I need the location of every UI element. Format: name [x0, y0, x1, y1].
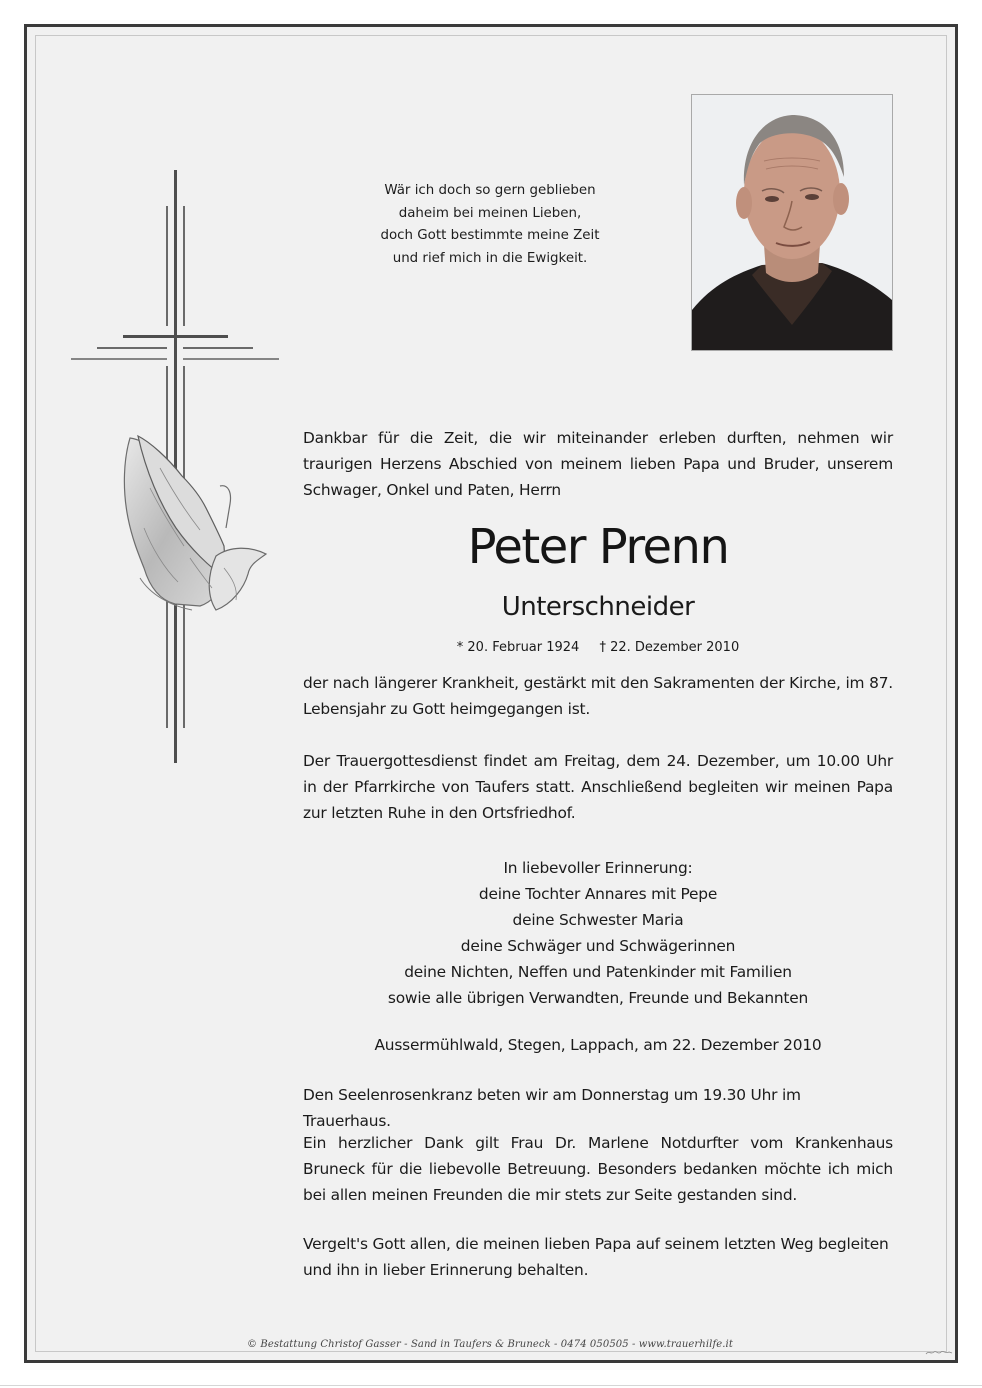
birth-date: * 20. Februar 1924 [456, 640, 580, 655]
praying-hands-icon [120, 428, 270, 616]
poem-line: und rief mich in die Ewigkeit. [392, 250, 588, 266]
intro-paragraph: Dankbar für die Zeit, die wir miteinander erleben durften, nehmen wir traurigen Herzens Abschied von meinem lieben Papa und Bruder, unserem Schwager, Onkel und Paten, Herrn [303, 429, 893, 499]
poem [360, 180, 620, 270]
poem-line: daheim bei meinen Lieben, [398, 205, 582, 221]
deceased-name: Peter Prenn [467, 519, 729, 575]
cross-side-line-right-upper [183, 206, 185, 326]
cross-line [183, 347, 253, 349]
mourner-line: deine Schwester Maria [512, 911, 684, 929]
service-paragraph: Der Trauergottesdienst findet am Freitag, dem 24. Dezember, um 10.00 Uhr in der Pfarrkirche von Taufers statt. Anschließend begleiten wir meinen Papa zur letzten Ruhe in den Ortsfriedhof. [303, 752, 893, 822]
footer-credit: © Bestattung Christof Gasser - Sand in Taufers & Bruneck - 0474 050505 - www.trauerhilfe.it [247, 1339, 733, 1350]
life-dates [303, 638, 893, 658]
cross-line [183, 358, 279, 360]
poem-line: doch Gott bestimmte meine Zeit [380, 228, 600, 243]
place-date: Aussermühlwald, Stegen, Lappach, am 22. Dezember 2010 [374, 1036, 822, 1054]
cross-line [71, 358, 167, 360]
passing-paragraph: der nach längerer Krankheit, gestärkt mit den Sakramenten der Kirche, im 87. Lebensjahr zu Gott heimgegangen ist. [303, 674, 893, 718]
mourner-line: sowie alle übrigen Verwandten, Freunde und Bekannten [387, 989, 809, 1007]
mourners-heading: In liebevoller Erinnerung: [503, 859, 693, 877]
cross-side-line-left-upper [166, 206, 168, 326]
portrait-photo [691, 94, 893, 351]
bottom-rule [0, 1385, 982, 1386]
portrait-image [692, 95, 892, 350]
mourner-line: deine Tochter Annares mit Pepe [478, 885, 718, 903]
poem-line: Wär ich doch so gern geblieben [384, 183, 596, 198]
signature-mark [925, 1348, 953, 1356]
mourner-line: deine Nichten, Neffen und Patenkinder mit Familien [404, 963, 792, 981]
house-name: Unterschneider [501, 592, 695, 622]
cross-bar [123, 335, 228, 338]
rosary-notice: Den Seelenrosenkranz beten wir am Donnerstag um 19.30 Uhr im Trauerhaus. [303, 1086, 801, 1130]
cross-line [97, 347, 167, 349]
death-date: † 22. Dezember 2010 [599, 640, 740, 655]
thanks-paragraph: Ein herzlicher Dank gilt Frau Dr. Marlene Notdurfter vom Krankenhaus Bruneck für die liebevolle Betreuung. Besonders bedanken möchte ich mich bei allen meinen Freunden die mir stets zur Seite gestanden sind. [303, 1134, 893, 1204]
mourner-line: deine Schwäger und Schwägerinnen [460, 937, 736, 955]
mourners-list [303, 855, 893, 1011]
closing-paragraph: Vergelt's Gott allen, die meinen lieben Papa auf seinem letzten Weg begleiten und ihn in lieber Erinnerung behalten. [303, 1235, 889, 1279]
